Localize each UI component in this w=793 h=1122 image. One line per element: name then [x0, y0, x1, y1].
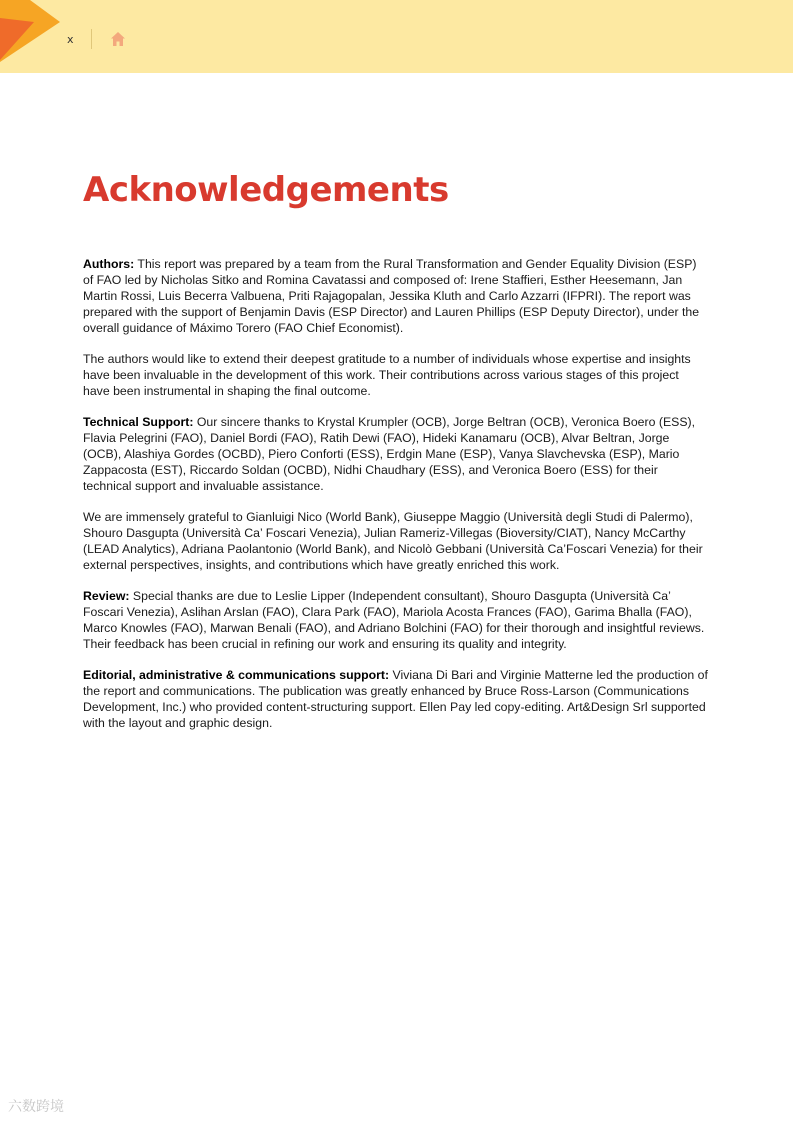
- page-number: x: [67, 33, 74, 46]
- paragraph-label: Review:: [83, 589, 130, 603]
- paragraph-external: [83, 509, 708, 573]
- header-divider: [91, 29, 92, 49]
- paragraph-label: Editorial, administrative & communications support:: [83, 668, 390, 682]
- paragraph-editorial: [83, 667, 708, 731]
- paragraph-technical-support: [83, 414, 708, 494]
- paragraph-text: Special thanks are due to Leslie Lipper (Independent consultant), Shouro Dasgupta (Università Ca’ Foscari Venezia), Aslihan Arslan (FAO), Clara Park (FAO), Mariola Acosta Frances (FAO), Garima Bhalla (FAO), Marco Knowles (FAO), Marwan Benali (FAO), and Adriano Bolchini (FAO) for their thorough and insightful reviews. Their feedback has been crucial in refining our work and ensuring its quality and integrity.: [83, 589, 705, 651]
- paragraph-gratitude: [83, 351, 708, 399]
- paragraph-text: The authors would like to extend their deepest gratitude to a number of individuals whose expertise and insights have been invaluable in the development of this work. Their contributions across various stages of this project have been instrumental in shaping the final outcome.: [83, 352, 691, 398]
- paragraph-label: Authors:: [83, 257, 135, 271]
- paragraph-text: Our sincere thanks to Krystal Krumpler (OCB), Jorge Beltran (OCB), Veronica Boero (ESS), Flavia Pelegrini (FAO), Daniel Bordi (FAO), Ratih Dewi (FAO), Hideki Kanamaru (OCB), Alvar Beltran, Jorge (OCB), Alashiya Gordes (OCBD), Piero Conforti (ESS), Erdgin Mane (ESP), Vanya Slavchevska (ESP), Mario Zappacosta (EST), Riccardo Soldan (OCBD), Nidhi Chaudhary (ESS), and Veronica Boero (ESS) for their technical support and invaluable assistance.: [83, 415, 696, 493]
- paragraph-text: Viviana Di Bari and Virginie Matterne led the production of the report and communications. The publication was greatly enhanced by Bruce Ross-Larson (Communications Development, Inc.) who provided content-structuring support. Ellen Pay led copy-editing. Art&Design Srl supported with the layout and graphic design.: [83, 668, 708, 730]
- home-icon[interactable]: [110, 31, 126, 47]
- paragraph-label: Technical Support:: [83, 415, 194, 429]
- paragraph-review: [83, 588, 708, 652]
- watermark: [8, 1096, 64, 1116]
- paragraph-text: We are immensely grateful to Gianluigi Nico (World Bank), Giuseppe Maggio (Università degli Studi di Palermo), Shouro Dasgupta (Università Ca’ Foscari Venezia), Julian Rameriz-Villegas (Bioversity/CIAT), Nancy McCarthy (LEAD Analytics), Adriana Paolantonio (World Bank), and Nicolò Gebbani (Università Ca’Foscari Venezia) for their external perspectives, insights, and contributions which have greatly enriched this work.: [83, 510, 703, 572]
- chevron-logo-icon: [0, 0, 62, 62]
- paragraph-text: This report was prepared by a team from the Rural Transformation and Gender Equality Division (ESP) of FAO led by Nicholas Sitko and Romina Cavatassi and composed of: Irene Staffieri, Esther Heesemann, Jan Martin Rossi, Luis Becerra Valbuena, Priti Rajagopalan, Jessika Kluth and Carlo Azzarri (IFPRI). The report was prepared with the support of Benjamin Davis (ESP Director) and Lauren Phillips (ESP Deputy Director), under the overall guidance of Máximo Torero (FAO Chief Economist).: [83, 257, 700, 335]
- watermark-text: 六数跨境: [8, 1099, 64, 1115]
- header-band: [0, 0, 793, 73]
- page-title: Acknowledgements: [83, 170, 449, 210]
- acknowledgements-body: [83, 256, 708, 746]
- paragraph-authors: [83, 256, 708, 336]
